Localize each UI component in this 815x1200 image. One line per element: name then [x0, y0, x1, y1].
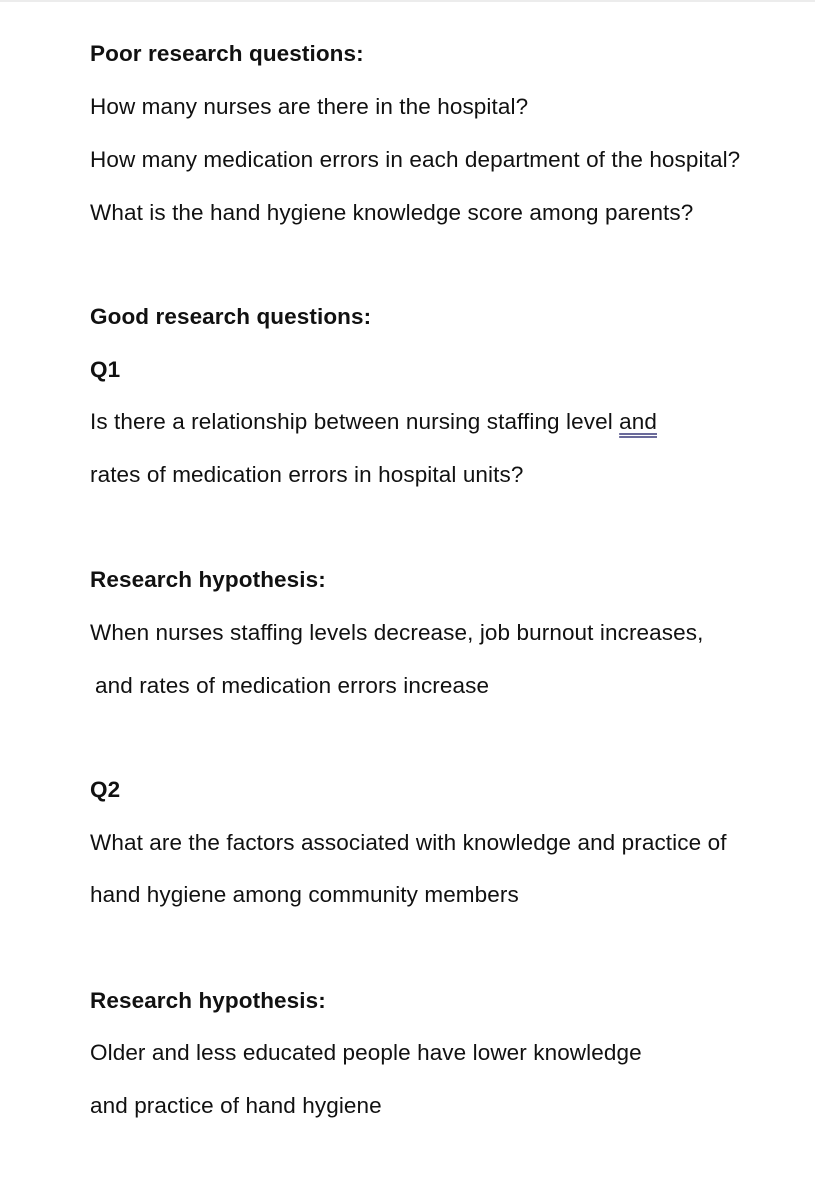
- good-questions-heading: Good research questions:: [90, 304, 372, 329]
- poor-question-1: How many nurses are there in the hospital?: [90, 94, 529, 119]
- q1-question-line-1: [90, 407, 657, 437]
- q2-hypothesis-line-2: and practice of hand hygiene: [90, 1093, 382, 1118]
- q1-question-line-2: rates of medication errors in hospital units?: [90, 462, 524, 487]
- q2-hypothesis-heading: Research hypothesis:: [90, 988, 326, 1013]
- q1-hypothesis-line-2: and rates of medication errors increase: [95, 673, 490, 698]
- poor-questions-heading: Poor research questions:: [90, 41, 364, 66]
- grammar-flagged-word[interactable]: and: [619, 409, 657, 434]
- poor-question-3: What is the hand hygiene knowledge score among parents?: [90, 200, 694, 225]
- q1-hypothesis-line-1: When nurses staffing levels decrease, job burnout increases,: [90, 620, 704, 645]
- q1-label: Q1: [90, 357, 121, 382]
- q1-question-line-1-text: Is there a relationship between nursing staffing level: [90, 409, 620, 434]
- q1-hypothesis-heading: Research hypothesis:: [90, 567, 326, 592]
- poor-question-2: How many medication errors in each department of the hospital?: [90, 147, 741, 172]
- q2-question-line-2: hand hygiene among community members: [90, 882, 519, 907]
- q2-label: Q2: [90, 777, 121, 802]
- q2-question-line-1: What are the factors associated with knowledge and practice of: [90, 830, 727, 855]
- q2-hypothesis-line-1: Older and less educated people have lower knowledge: [90, 1040, 642, 1065]
